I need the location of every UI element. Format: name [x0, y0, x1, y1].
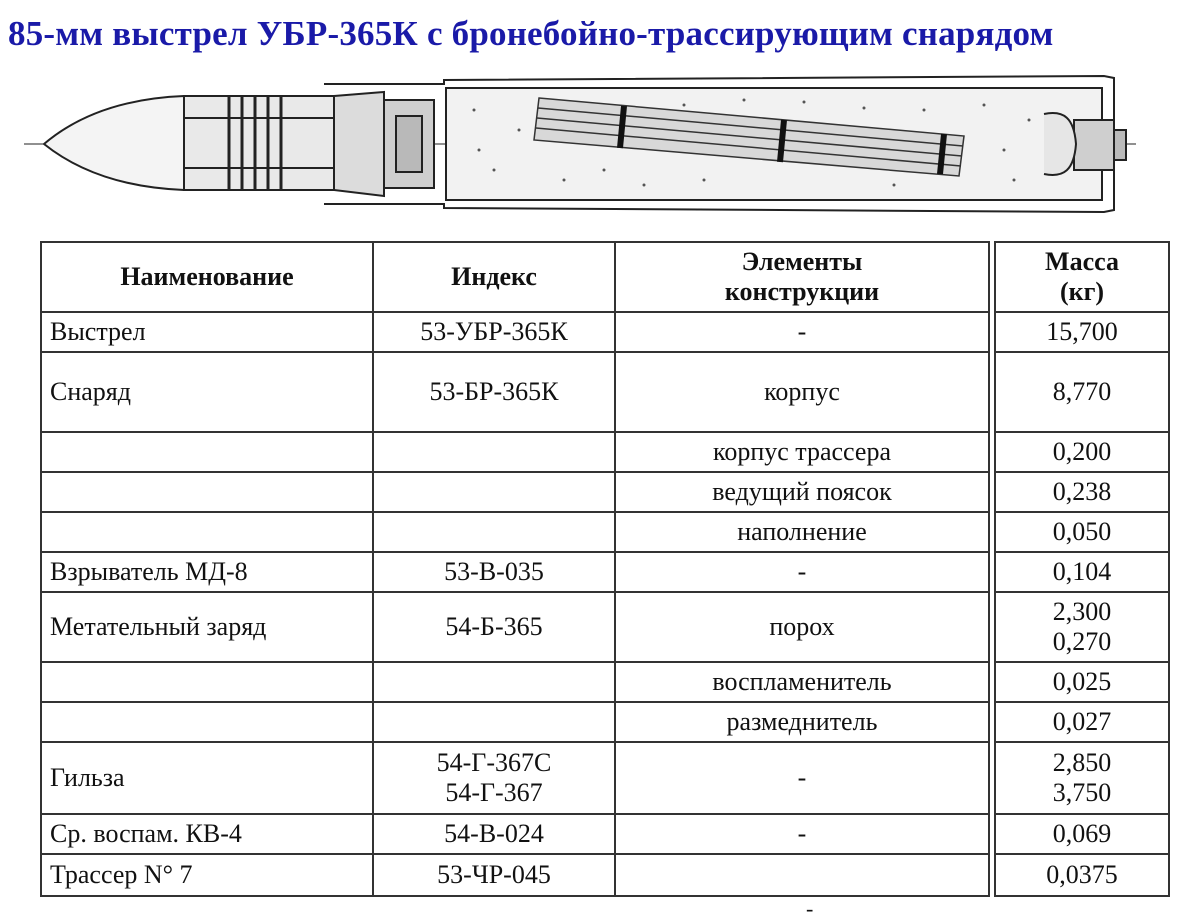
- cell-mass: 0,069: [995, 814, 1169, 854]
- table-header-row: [41, 242, 1169, 312]
- cell-mass: 15,700: [995, 312, 1169, 352]
- table-row: [41, 512, 1169, 552]
- cell-name: Выстрел: [41, 312, 373, 352]
- cell-mass: 0,050: [995, 512, 1169, 552]
- cell-index-line1: 54-Г-367С: [436, 748, 552, 777]
- cell-mass-line2: 3,750: [1052, 778, 1112, 807]
- cell-element: -: [615, 552, 989, 592]
- cell-index: 53-УБР-365К: [373, 312, 615, 352]
- cell-name: Трассер N° 7: [41, 854, 373, 896]
- ammunition-table: [40, 241, 1170, 897]
- cell-name: Метательный заряд: [41, 592, 373, 662]
- cell-mass-line1: 2,300: [1052, 597, 1112, 626]
- cell-mass-line2: 0,270: [1052, 627, 1112, 656]
- cell-name: Гильза: [41, 742, 373, 814]
- header-mass-line1: Масса: [1045, 247, 1119, 276]
- cell-name: [41, 702, 373, 742]
- cell-element: порох: [615, 592, 989, 662]
- cell-mass: 0,200: [995, 432, 1169, 472]
- cell-name: [41, 432, 373, 472]
- cell-index: 53-В-035: [373, 552, 615, 592]
- header-name: Наименование: [41, 242, 373, 312]
- header-mass: [995, 242, 1169, 312]
- cell-index: 54-Б-365: [373, 592, 615, 662]
- cell-element: корпус трассера: [615, 432, 989, 472]
- cell-name: Снаряд: [41, 352, 373, 432]
- cell-element: -: [615, 742, 989, 814]
- header-mass-line2: (кг): [1059, 277, 1105, 306]
- header-elements-line1: Элементы: [741, 247, 863, 276]
- cell-index: [373, 512, 615, 552]
- table-row: [41, 352, 1169, 432]
- cell-name: [41, 512, 373, 552]
- cell-mass: 0,0375: [995, 854, 1169, 896]
- round-cutaway-drawing: [24, 70, 1136, 230]
- cell-mass: 0,027: [995, 702, 1169, 742]
- cell-element: размеднитель: [615, 702, 989, 742]
- cell-element: воспламенитель: [615, 662, 989, 702]
- table-row: [41, 742, 1169, 814]
- cell-index: [373, 472, 615, 512]
- table-row: [41, 432, 1169, 472]
- table-row: [41, 854, 1169, 896]
- cell-element: -: [615, 312, 989, 352]
- cell-element: наполнение: [615, 512, 989, 552]
- cell-index: [373, 742, 615, 814]
- cell-element: -: [615, 814, 989, 854]
- table-row: [41, 662, 1169, 702]
- table-row: [41, 552, 1169, 592]
- cell-name: [41, 662, 373, 702]
- cell-mass: 0,238: [995, 472, 1169, 512]
- cell-index-line2: 54-Г-367: [445, 778, 543, 807]
- cell-index: [373, 702, 615, 742]
- cell-index: 53-ЧР-045: [373, 854, 615, 896]
- cell-name: Взрыватель МД-8: [41, 552, 373, 592]
- cell-index: 53-БР-365К: [373, 352, 615, 432]
- cell-element: ведущий поясок: [615, 472, 989, 512]
- cell-name: [41, 472, 373, 512]
- cell-mass-line1: 2,850: [1052, 748, 1112, 777]
- table-row: [41, 472, 1169, 512]
- cell-index: [373, 432, 615, 472]
- cell-name: Ср. воспам. КВ-4: [41, 814, 373, 854]
- cell-mass: 8,770: [995, 352, 1169, 432]
- cell-index: 54-В-024: [373, 814, 615, 854]
- header-index: Индекс: [373, 242, 615, 312]
- footer-dash: -: [806, 896, 814, 921]
- cell-element: [615, 854, 989, 896]
- cell-mass: 0,025: [995, 662, 1169, 702]
- cell-index: [373, 662, 615, 702]
- cell-mass: 0,104: [995, 552, 1169, 592]
- page-title: 85-мм выстрел УБР-365К с бронебойно-трассирующим снарядом: [8, 14, 1054, 53]
- table-row: [41, 702, 1169, 742]
- table-row: [41, 592, 1169, 662]
- table-row: [41, 814, 1169, 854]
- header-elements: [615, 242, 989, 312]
- cell-element: корпус: [615, 352, 989, 432]
- ammunition-table-wrapper: [40, 241, 1168, 895]
- header-elements-line2: конструкции: [724, 277, 880, 306]
- cell-mass: [995, 592, 1169, 662]
- cell-mass: [995, 742, 1169, 814]
- table-row: [41, 312, 1169, 352]
